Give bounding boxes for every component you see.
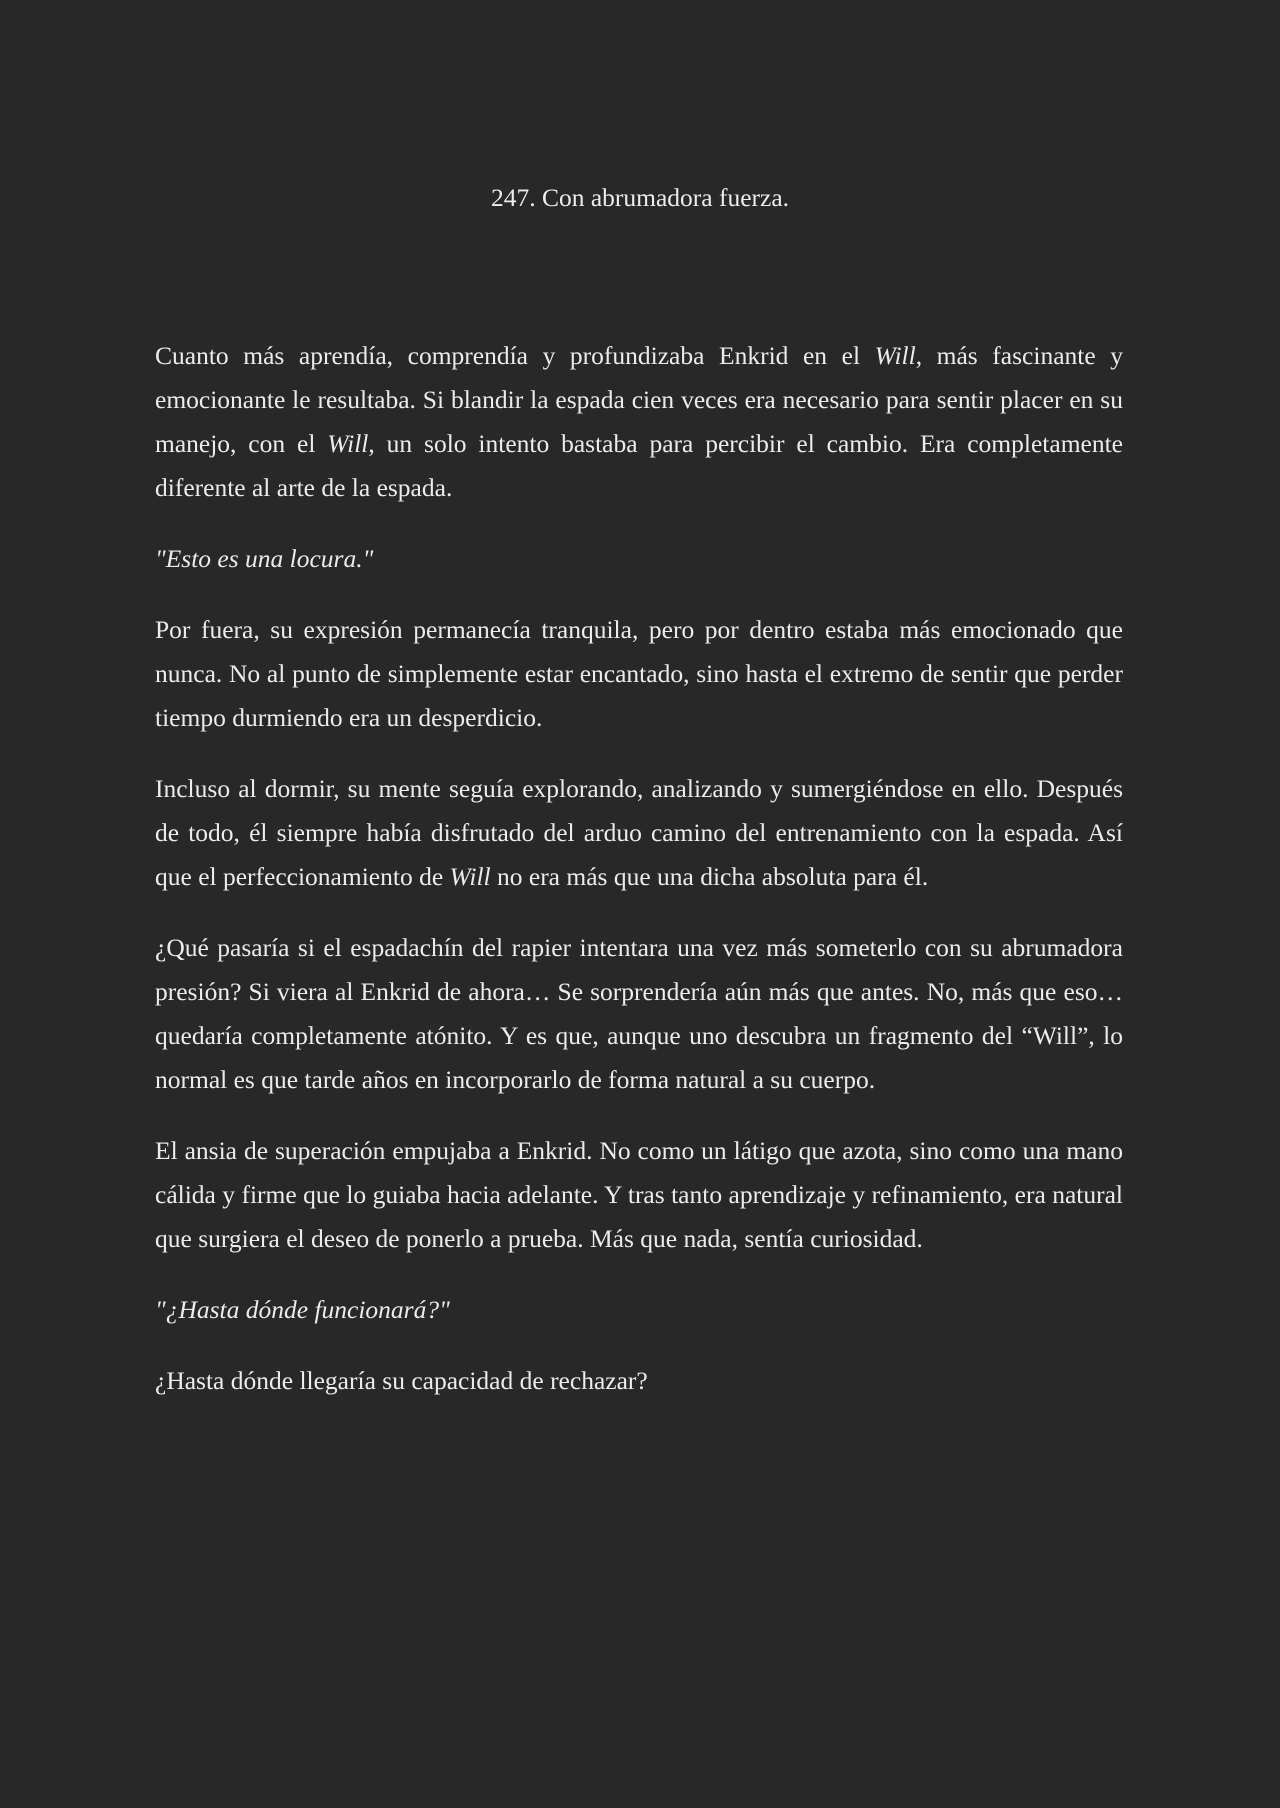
text-span: El ansia de superación empujaba a Enkrid. No como un látigo que azota, sino como una mano cálida y firme que lo guiaba hacia adelante. Y tras tanto aprendizaje y refinamiento, era natural que surgiera el deseo de ponerlo a prueba. Más que nada, sentía curiosidad. (155, 1136, 1123, 1253)
dialog-line (155, 1288, 1123, 1332)
paragraph (155, 767, 1123, 899)
italic-term: Will (449, 862, 491, 891)
text-span: Cuanto más aprendía, comprendía y profundizaba Enkrid en el (155, 341, 875, 370)
chapter-body (155, 334, 1123, 1430)
text-span: Por fuera, su expresión permanecía tranquila, pero por dentro estaba más emocionado que nunca. No al punto de simplemente estar encantado, sino hasta el extremo de sentir que perder tiempo durmiendo era un desperdicio. (155, 615, 1123, 732)
text-span: , más fascinante y emocionante le resultaba. Si blandir la espada cien veces era necesario para sentir placer en su manejo, con el (155, 341, 1123, 458)
italic-term: Will (327, 429, 369, 458)
text-span: ¿Qué pasaría si el espadachín del rapier intentara una vez más someterlo con su abrumadora presión? Si viera al Enkrid de ahora… Se sorprendería aún más que antes. No, más que eso… quedaría completamente atónito. Y es que, aunque uno descubra un fragmento del “Will”, lo normal es que tarde años en incorporarlo de forma natural a su cuerpo. (155, 933, 1123, 1094)
text-span: no era más que una dicha absoluta para él. (490, 862, 929, 891)
text-span: , un solo intento bastaba para percibir el cambio. Era completamente diferente al arte de la espada. (155, 429, 1123, 502)
paragraph (155, 1129, 1123, 1261)
text-span: "¿Hasta dónde funcionará?" (155, 1295, 450, 1324)
dialog-line (155, 537, 1123, 581)
text-span: ¿Hasta dónde llegaría su capacidad de rechazar? (155, 1366, 648, 1395)
italic-term: Will (874, 341, 916, 370)
paragraph (155, 1359, 1123, 1403)
chapter-title: 247. Con abrumadora fuerza. (490, 183, 790, 212)
paragraph (155, 926, 1123, 1102)
paragraph (155, 608, 1123, 740)
text-span: "Esto es una locura." (155, 544, 374, 573)
paragraph (155, 334, 1123, 510)
text-span: Incluso al dormir, su mente seguía explorando, analizando y sumergiéndose en ello. Después de todo, él siempre había disfrutado del arduo camino del entrenamiento con la espada. Así que el perfeccionamiento de (155, 774, 1123, 891)
